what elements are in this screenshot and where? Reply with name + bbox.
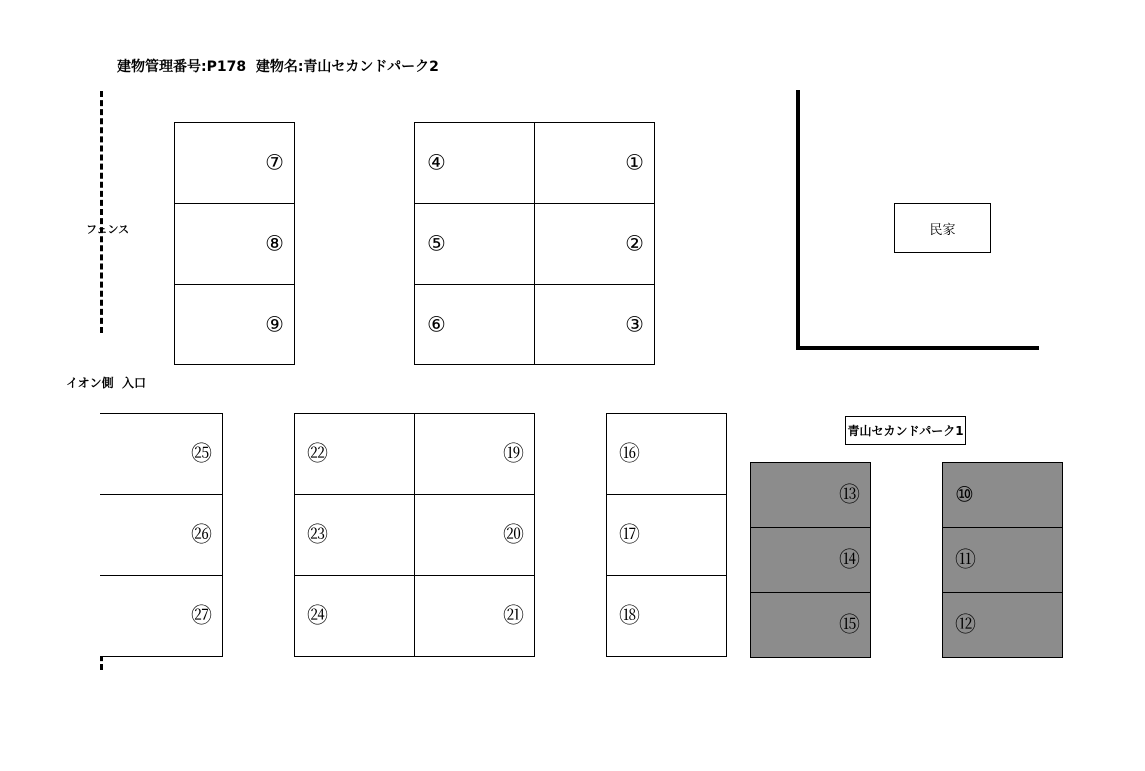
stall-number: ⑬	[839, 482, 860, 507]
stall-number: ㉒	[307, 441, 328, 466]
parking-stall-2[interactable]	[534, 203, 655, 285]
parking-stall-10[interactable]	[942, 462, 1063, 528]
fence-label: フェンス	[86, 223, 130, 236]
parking-stall-3[interactable]	[534, 284, 655, 365]
stall-number: ⑰	[619, 522, 640, 547]
stall-number: ⑤	[427, 231, 446, 256]
parking-stall-19[interactable]	[414, 413, 535, 495]
boundary-wall-horizontal	[796, 346, 1039, 350]
parking-stall-12[interactable]	[942, 592, 1063, 658]
stall-number: ㉗	[191, 603, 212, 628]
parking-stall-1[interactable]	[534, 122, 655, 204]
parking-stall-27[interactable]	[100, 575, 223, 657]
stall-number: ⑪	[955, 547, 976, 572]
stall-number: ⑳	[503, 522, 524, 547]
stall-number: ⑨	[265, 312, 284, 336]
boundary-wall-vertical	[796, 90, 800, 350]
stall-number: ④	[427, 150, 446, 175]
parking-stall-13[interactable]	[750, 462, 871, 528]
parking-stall-8[interactable]	[174, 203, 295, 285]
stall-number: ⑲	[503, 441, 524, 466]
stall-number: ㉕	[191, 441, 212, 466]
stall-number: ⑥	[427, 312, 446, 336]
parking-stall-15[interactable]	[750, 592, 871, 658]
parking-stall-21[interactable]	[414, 575, 535, 657]
stall-number: ①	[625, 150, 644, 175]
parking-stall-11[interactable]	[942, 527, 1063, 593]
stall-number: ㉖	[191, 522, 212, 547]
stall-number: ⑧	[265, 231, 284, 256]
parking-stall-16[interactable]	[606, 413, 727, 495]
stall-number: ㉔	[307, 603, 328, 628]
parking-stall-14[interactable]	[750, 527, 871, 593]
stall-number: ⑮	[839, 612, 860, 637]
stall-number: ⑯	[619, 441, 640, 466]
parking-stall-6[interactable]	[414, 284, 535, 365]
stall-number: ⑩	[955, 482, 974, 507]
stall-number: ⑱	[619, 603, 640, 628]
parking-stall-4[interactable]	[414, 122, 535, 204]
stall-number: ⑫	[955, 612, 976, 637]
page-title: 建物管理番号:P178 建物名:青山セカンドパーク2	[117, 59, 439, 75]
stall-number: ③	[625, 312, 644, 336]
stall-number: ⑦	[265, 150, 284, 175]
stall-number: ㉓	[307, 522, 328, 547]
parking-stall-9[interactable]	[174, 284, 295, 365]
stall-number: ㉑	[503, 603, 524, 628]
stall-number: ⑭	[839, 547, 860, 572]
entrance-label: イオン側 入口	[66, 376, 146, 390]
parking-stall-5[interactable]	[414, 203, 535, 285]
parking-stall-26[interactable]	[100, 494, 223, 576]
fence-line-upper	[100, 91, 103, 333]
parking-stall-18[interactable]	[606, 575, 727, 657]
parking-stall-20[interactable]	[414, 494, 535, 576]
stall-number: ②	[625, 231, 644, 256]
parking-stall-24[interactable]	[294, 575, 415, 657]
parking-stall-7[interactable]	[174, 122, 295, 204]
parking-stall-17[interactable]	[606, 494, 727, 576]
parking-stall-25[interactable]	[100, 413, 223, 495]
other-building-label: 青山セカンドパーク1	[845, 416, 966, 445]
neighbor-house-box: 民家	[894, 203, 991, 253]
parking-stall-22[interactable]	[294, 413, 415, 495]
parking-stall-23[interactable]	[294, 494, 415, 576]
